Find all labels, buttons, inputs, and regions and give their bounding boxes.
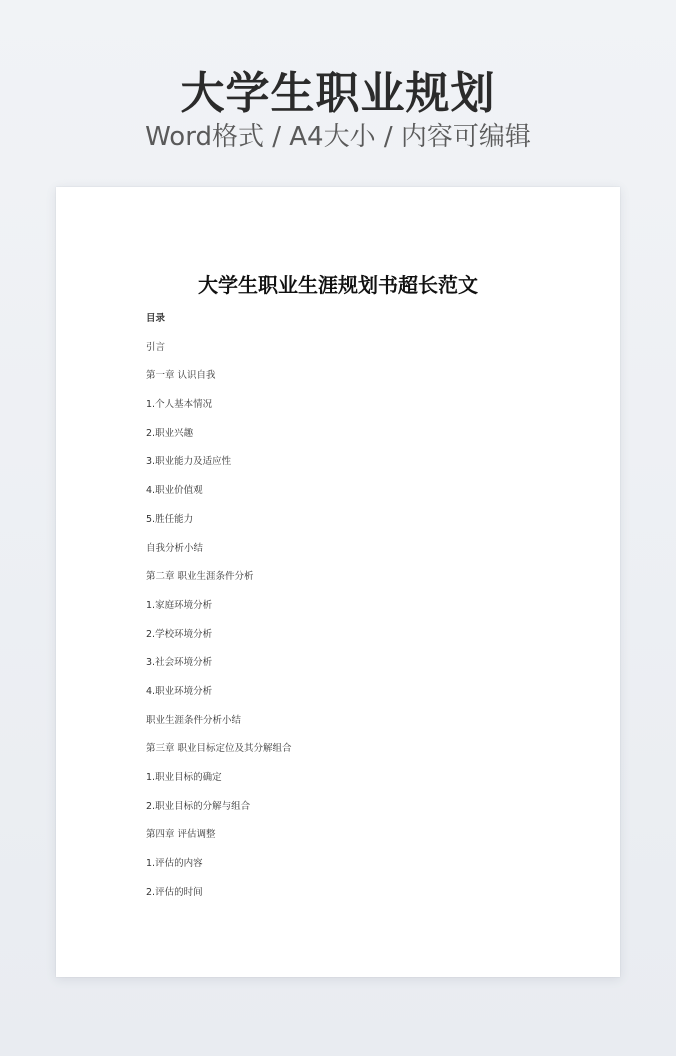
toc-item: 3.职业能力及适应性: [146, 456, 232, 468]
toc-item: 3.社会环境分析: [146, 657, 213, 669]
toc-item: 职业生涯条件分析小结: [146, 714, 242, 726]
toc-item: 1.职业目标的确定: [146, 772, 222, 783]
page-subtitle: Word格式 / A4大小 / 内容可编辑: [145, 122, 531, 152]
toc-item: 1.评估的内容: [146, 858, 203, 870]
toc-item: 2.评估的时间: [146, 886, 203, 898]
toc-item: 2.职业目标的分解与组合: [146, 800, 251, 812]
toc-item: 第二章 职业生涯条件分析: [146, 571, 254, 583]
toc-item: 2.职业兴趣: [146, 427, 194, 439]
document-preview: [56, 187, 620, 977]
toc-heading: 目录: [146, 313, 166, 324]
toc-item: 引言: [146, 341, 166, 353]
toc-item: 4.职业价值观: [146, 485, 203, 497]
toc-item: 自我分析小结: [146, 542, 204, 554]
table-of-contents: [146, 309, 566, 911]
toc-item: 1.个人基本情况: [146, 399, 213, 411]
toc-item: 第四章 评估调整: [146, 829, 216, 841]
page-title: 大学生职业规划: [180, 68, 496, 119]
toc-item: 2.学校环境分析: [146, 628, 213, 640]
toc-item: 第一章 认识自我: [146, 370, 216, 382]
toc-item: 4.职业环境分析: [146, 685, 213, 697]
toc-item: 1.家庭环境分析: [146, 599, 213, 611]
toc-item: 5.胜任能力: [146, 513, 194, 525]
toc-item: 第三章 职业目标定位及其分解组合: [146, 743, 292, 755]
document-title: 大学生职业生涯规划书超长范文: [198, 273, 478, 297]
